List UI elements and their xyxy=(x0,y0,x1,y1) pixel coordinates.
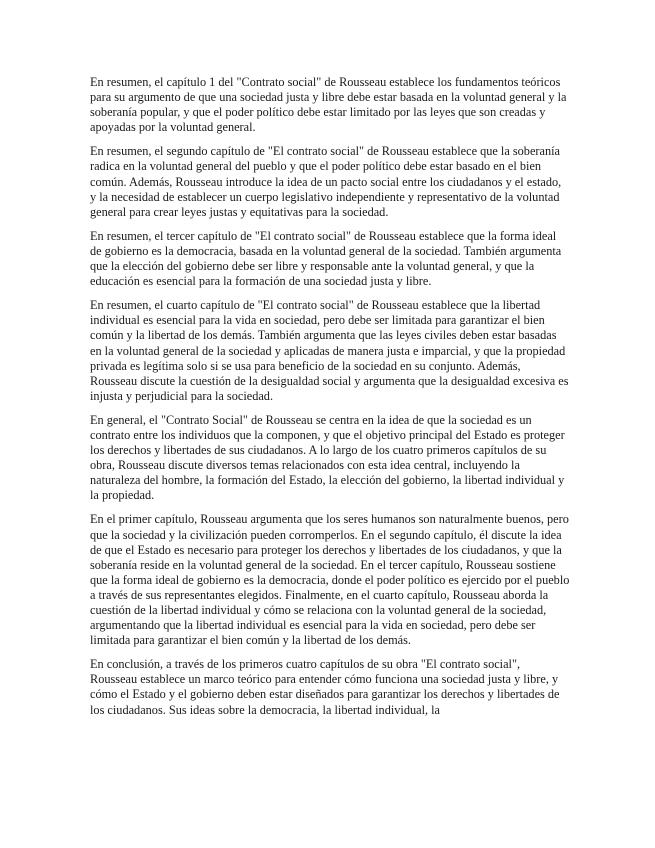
paragraph-general-overview: En general, el "Contrato Social" de Rousseau se centra en la idea de que la sociedad es un contrato entre los individuos que la componen, y que el objetivo principal del Estado es proteger los derechos y libertades de sus ciudadanos. A lo largo de los cuatro primeros capítulos de su obra, Rousseau discute diversos temas relacionados con esta idea central, incluyendo la naturaleza del hombre, la formación del Estado, la elección del gobierno, la libertad individual y la propiedad. xyxy=(90,412,565,503)
document-body xyxy=(90,75,570,727)
paragraph-chapter-4-summary: En resumen, el cuarto capítulo de "El contrato social" de Rousseau establece que la libertad individual es esencial para la vida en sociedad, pero debe ser limitada para garantizar el bien común y la libertad de los demás. También argumenta que las leyes civiles deben estar basadas en la voluntad general de la sociedad y aplicadas de manera justa e imparcial, y que la propiedad privada es legítima solo si se usa para beneficio de la sociedad en su conjunto. Además, Rousseau discute la cuestión de la desigualdad social y argumenta que la desigualdad excesiva es injusta y perjudicial para la sociedad. xyxy=(90,298,569,403)
paragraph-chapter-1-summary: En resumen, el capítulo 1 del "Contrato social" de Rousseau establece los fundamentos teóricos para su argumento de que una sociedad justa y libre debe estar basada en la voluntad general y la soberanía popular, y que el poder político debe estar limitado por las leyes que son creadas y apoyadas por la voluntad general. xyxy=(90,75,567,135)
paragraph-conclusion: En conclusión, a través de los primeros cuatro capítulos de su obra "El contrato social", Rousseau establece un marco teórico para entender cómo funciona una sociedad justa y libre, y cómo el Estado y el gobierno deben estar diseñados para garantizar los derechos y libertades de los ciudadanos. Sus ideas sobre la democracia, la libertad individual, la xyxy=(90,657,560,717)
paragraph-chapters-detail: En el primer capítulo, Rousseau argumenta que los seres humanos son naturalmente buenos, pero que la sociedad y la civilización pueden corromperlos. En el segundo capítulo, él discute la idea de que el Estado es necesario para proteger los derechos y libertades de los ciudadanos, y que la soberanía reside en la voluntad general de la sociedad. En el tercer capítulo, Rousseau sostiene que la forma ideal de gobierno es la democracia, donde el poder político es ejercido por el pueblo a través de sus representantes elegidos. Finalmente, en el cuarto capítulo, Rousseau aborda la cuestión de la libertad individual y cómo se relaciona con la voluntad general de la sociedad, argumentando que la libertad individual es esencial para la vida en sociedad, pero debe ser limitada para garantizar el bien común y la libertad de los demás. xyxy=(90,512,570,648)
paragraph-chapter-3-summary: En resumen, el tercer capítulo de "El contrato social" de Rousseau establece que la forma ideal de gobierno es la democracia, basada en la voluntad general de la sociedad. También argumenta que la elección del gobierno debe ser libre y responsable ante la voluntad general, y que la educación es esencial para la formación de una sociedad justa y libre. xyxy=(90,228,562,289)
paragraph-chapter-2-summary: En resumen, el segundo capítulo de "El contrato social" de Rousseau establece que la soberanía radica en la voluntad general del pueblo y que el poder político debe estar basado en el bien común. Además, Rousseau introduce la idea de un pacto social entre los ciudadanos y el estado, y la necesidad de establecer un cuerpo legislativo independiente y representativo de la voluntad general para crear leyes justas y equitativas para la sociedad. xyxy=(90,144,562,219)
